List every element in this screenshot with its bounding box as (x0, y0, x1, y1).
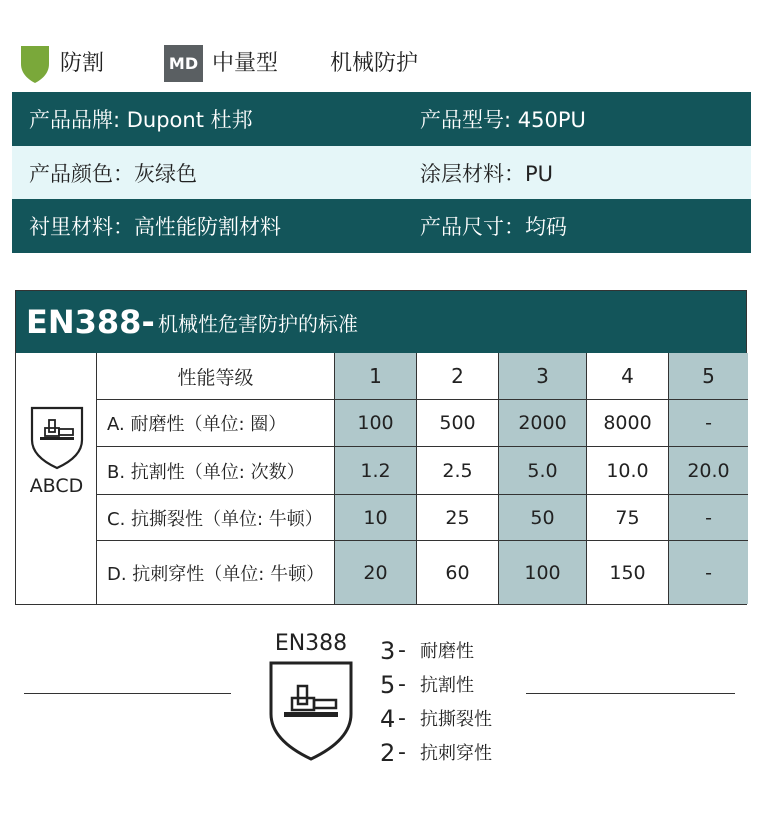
weight-tag-label: 中量型 (212, 51, 279, 76)
level-header-4: 4 (587, 353, 669, 400)
legend-property: 抗刺穿性 (420, 743, 492, 764)
en388-rating-shield-icon (268, 660, 354, 762)
mechanical-tag-label: 机械防护 (330, 51, 419, 76)
spec-lining: 衬里材料：高性能防割材料 (29, 215, 281, 239)
legend-dash: - (398, 706, 406, 731)
level-header-2: 2 (417, 353, 499, 400)
table-cell: 75 (587, 495, 669, 541)
performance-level-header: 性能等级 (97, 353, 335, 400)
spec-size: 产品尺寸：均码 (420, 215, 567, 239)
legend-dash: - (398, 638, 406, 663)
table-cell: 8000 (587, 400, 669, 447)
en388-code: EN388- (26, 303, 155, 341)
spec-color: 产品颜色：灰绿色 (29, 162, 197, 186)
cut-tag-label: 防割 (60, 51, 105, 76)
legend-divider-left (24, 693, 231, 694)
table-cell: 20.0 (669, 447, 748, 495)
spec-brand: 产品品牌: Dupont 杜邦 (29, 108, 253, 132)
spec-row-lining (12, 199, 751, 253)
level-header-3: 3 (499, 353, 587, 400)
table-cell: 10.0 (587, 447, 669, 495)
en388-icon-column (16, 353, 97, 604)
legend-rating: 2 (380, 739, 396, 767)
legend-title: EN388 (274, 631, 348, 656)
en388-header (16, 291, 746, 353)
legend-rating: 5 (380, 671, 396, 699)
table-cell: 60 (417, 541, 499, 604)
spec-model: 产品型号: 450PU (420, 108, 586, 132)
spec-row-brand (12, 92, 751, 146)
en388-legend (0, 620, 762, 800)
legend-property: 耐磨性 (420, 641, 474, 662)
en388-standard-table (15, 290, 747, 605)
table-cell: 1.2 (335, 447, 417, 495)
legend-rating: 4 (380, 705, 396, 733)
md-badge: MD (164, 45, 203, 82)
table-cell: 150 (587, 541, 669, 604)
legend-dash: - (398, 740, 406, 765)
table-cell: 50 (499, 495, 587, 541)
table-cell: 2000 (499, 400, 587, 447)
property-label-3: C. 抗撕裂性（单位: 牛顿） (97, 495, 335, 541)
property-label-4: D. 抗刺穿性（单位: 牛顿） (97, 541, 335, 604)
property-label-1: A. 耐磨性（单位: 圈） (97, 400, 335, 447)
property-label-2: B. 抗割性（单位: 次数） (97, 447, 335, 495)
legend-property: 抗撕裂性 (420, 709, 492, 730)
spec-coating: 涂层材料：PU (420, 162, 554, 186)
legend-divider-right (526, 693, 735, 694)
cut-shield-icon (19, 44, 51, 84)
legend-dash: - (398, 672, 406, 697)
legend-property: 抗割性 (420, 675, 474, 696)
table-cell: 10 (335, 495, 417, 541)
feature-tags (0, 0, 762, 92)
table-cell: - (669, 495, 748, 541)
mechanical-hazard-shield-icon (30, 406, 84, 470)
table-cell: 25 (417, 495, 499, 541)
en388-icon-label: ABCD (29, 475, 84, 497)
spec-row-color (12, 146, 751, 200)
table-cell: - (669, 541, 748, 604)
en388-title: 机械性危害防护的标准 (158, 312, 358, 336)
table-cell: 500 (417, 400, 499, 447)
table-cell: 20 (335, 541, 417, 604)
performance-grid (97, 353, 746, 604)
level-header-5: 5 (669, 353, 748, 400)
legend-rating: 3 (380, 637, 396, 665)
table-cell: 100 (335, 400, 417, 447)
level-header-1: 1 (335, 353, 417, 400)
table-cell: 5.0 (499, 447, 587, 495)
table-cell: - (669, 400, 748, 447)
table-cell: 2.5 (417, 447, 499, 495)
product-spec-table (12, 92, 751, 253)
table-cell: 100 (499, 541, 587, 604)
